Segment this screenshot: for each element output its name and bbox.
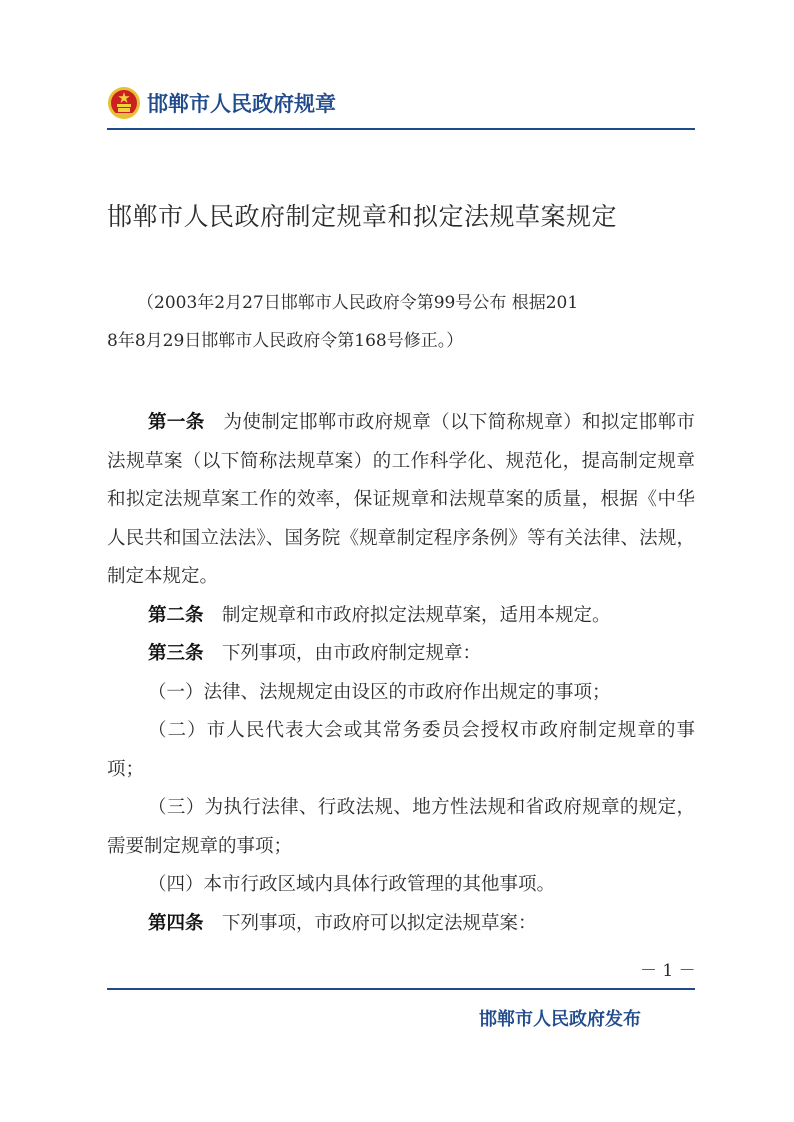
article-text: 下列事项，市政府可以拟定法规草案： <box>222 912 537 934</box>
page-number: － 1 － <box>640 961 696 981</box>
article-4 <box>107 905 695 944</box>
national-emblem-icon <box>107 86 141 120</box>
header-title: 邯郸市人民政府规章 <box>147 91 336 116</box>
article-2 <box>107 597 695 636</box>
article-3 <box>107 635 695 674</box>
promulgation-note <box>107 284 695 360</box>
article-text: 下列事项，由市政府制定规章： <box>222 643 482 664</box>
footer-divider <box>107 988 695 990</box>
page-header <box>107 84 336 122</box>
article-label: 第一条 <box>148 412 205 433</box>
clause-text: （三）为执行法律、行政法规、地方性法规和省政府规章的规定，需要制定规章的事项； <box>107 797 695 857</box>
clause-item <box>107 866 695 905</box>
clause-item <box>107 674 695 713</box>
article-label: 第四条 <box>148 912 204 934</box>
article-label: 第三条 <box>148 643 204 664</box>
header-divider <box>107 128 695 130</box>
note-line: 8年8月29日邯郸市人民政府令第168号修正。） <box>107 331 464 351</box>
clause-text: （二）市人民代表大会或其常务委员会授权市政府制定规章的事项； <box>107 720 695 780</box>
article-text: 制定规章和市政府拟定法规草案，适用本规定。 <box>222 604 611 626</box>
clause-text: （一）法律、法规规定由设区的市政府作出规定的事项； <box>148 681 611 703</box>
document-title: 邯郸市人民政府制定规章和拟定法规草案规定 <box>107 202 618 231</box>
article-label: 第二条 <box>148 604 204 626</box>
footer-publisher: 邯郸市人民政府发布 <box>479 1009 641 1030</box>
document-body <box>107 404 695 943</box>
clause-item <box>107 712 695 789</box>
note-line: （2003年2月27日邯郸市人民政府令第99号公布 根据201 <box>137 293 579 313</box>
article-text: 为使制定邯郸市政府规章（以下简称规章）和拟定邯郸市法规草案（以下简称法规草案）的工作科学化、规范化，提高制定规章和拟定法规草案工作的效率，保证规章和法规草案的质量，根据《中华人民共和国立法法》、国务院《规章制定程序条例》等有关法律、法规，制定本规定。 <box>107 412 695 587</box>
article-1 <box>107 404 695 597</box>
clause-item <box>107 789 695 866</box>
clause-text: （四）本市行政区域内具体行政管理的其他事项。 <box>148 874 556 895</box>
